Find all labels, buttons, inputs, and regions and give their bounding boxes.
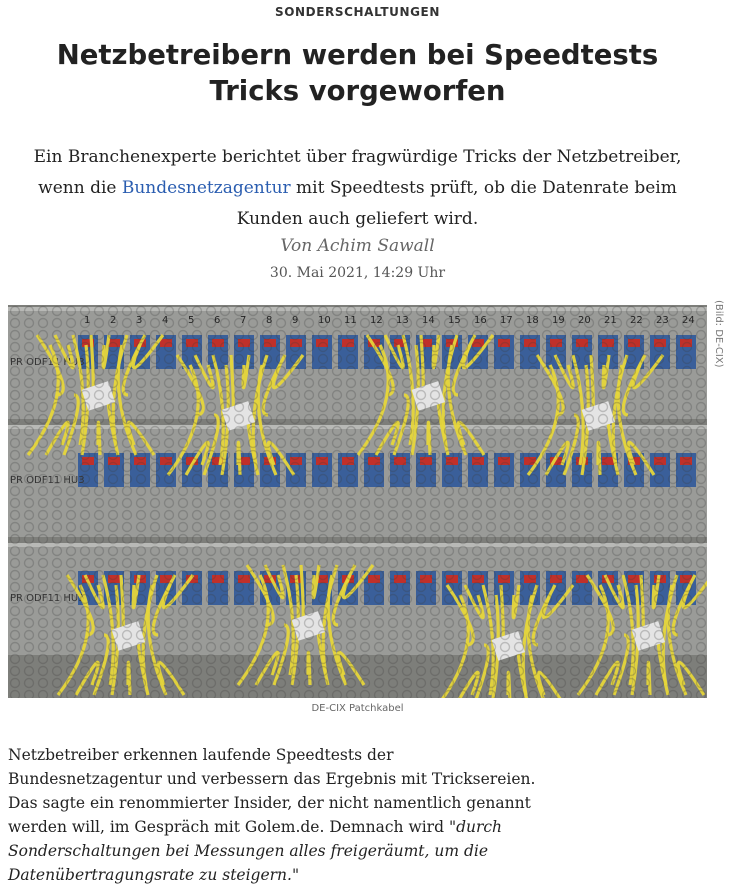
article-headline: Netzbetreibern werden bei Speedtests Tricks vorgeworfen: [56, 39, 659, 107]
patch-cable-photo: [8, 305, 707, 698]
image-caption: DE-CIX Patchkabel: [311, 703, 404, 714]
image-credit: (Bild: DE-CIX): [713, 300, 724, 368]
article-kicker: SONDERSCHALTUNGEN: [275, 5, 440, 19]
teaser-text-end: mit Speedtests prüft, ob die Datenrate beim Kunden auch geliefert wird.: [236, 178, 677, 229]
article-teaser: [10, 142, 705, 235]
bundesnetzagentur-link[interactable]: Bundesnetzagentur: [121, 178, 291, 198]
publish-date: 30. Mai 2021, 14:29 Uhr: [269, 265, 446, 281]
article-body: [8, 743, 548, 887]
body-quote: "durch Sonderschaltungen bei Messungen alles freigeräumt, um die Datenübertragungsrate zu steigern.": [8, 818, 503, 884]
teaser-text-start: Ein Branchenexperte berichtet über fragwürdige Tricks der Netzbetreiber, wenn die: [33, 147, 682, 198]
author-byline: Von Achim Sawall: [280, 236, 435, 256]
body-text: Netzbetreiber erkennen laufende Speedtests der Bundesnetzagentur und verbessern das Ergebnis mit Tricksereien. Das sagte ein renommierter Insider, der nicht namentlich genannt werden will, im Gespräch mit Golem.de. Demnach wird: [8, 746, 536, 836]
article-image: [8, 305, 707, 698]
